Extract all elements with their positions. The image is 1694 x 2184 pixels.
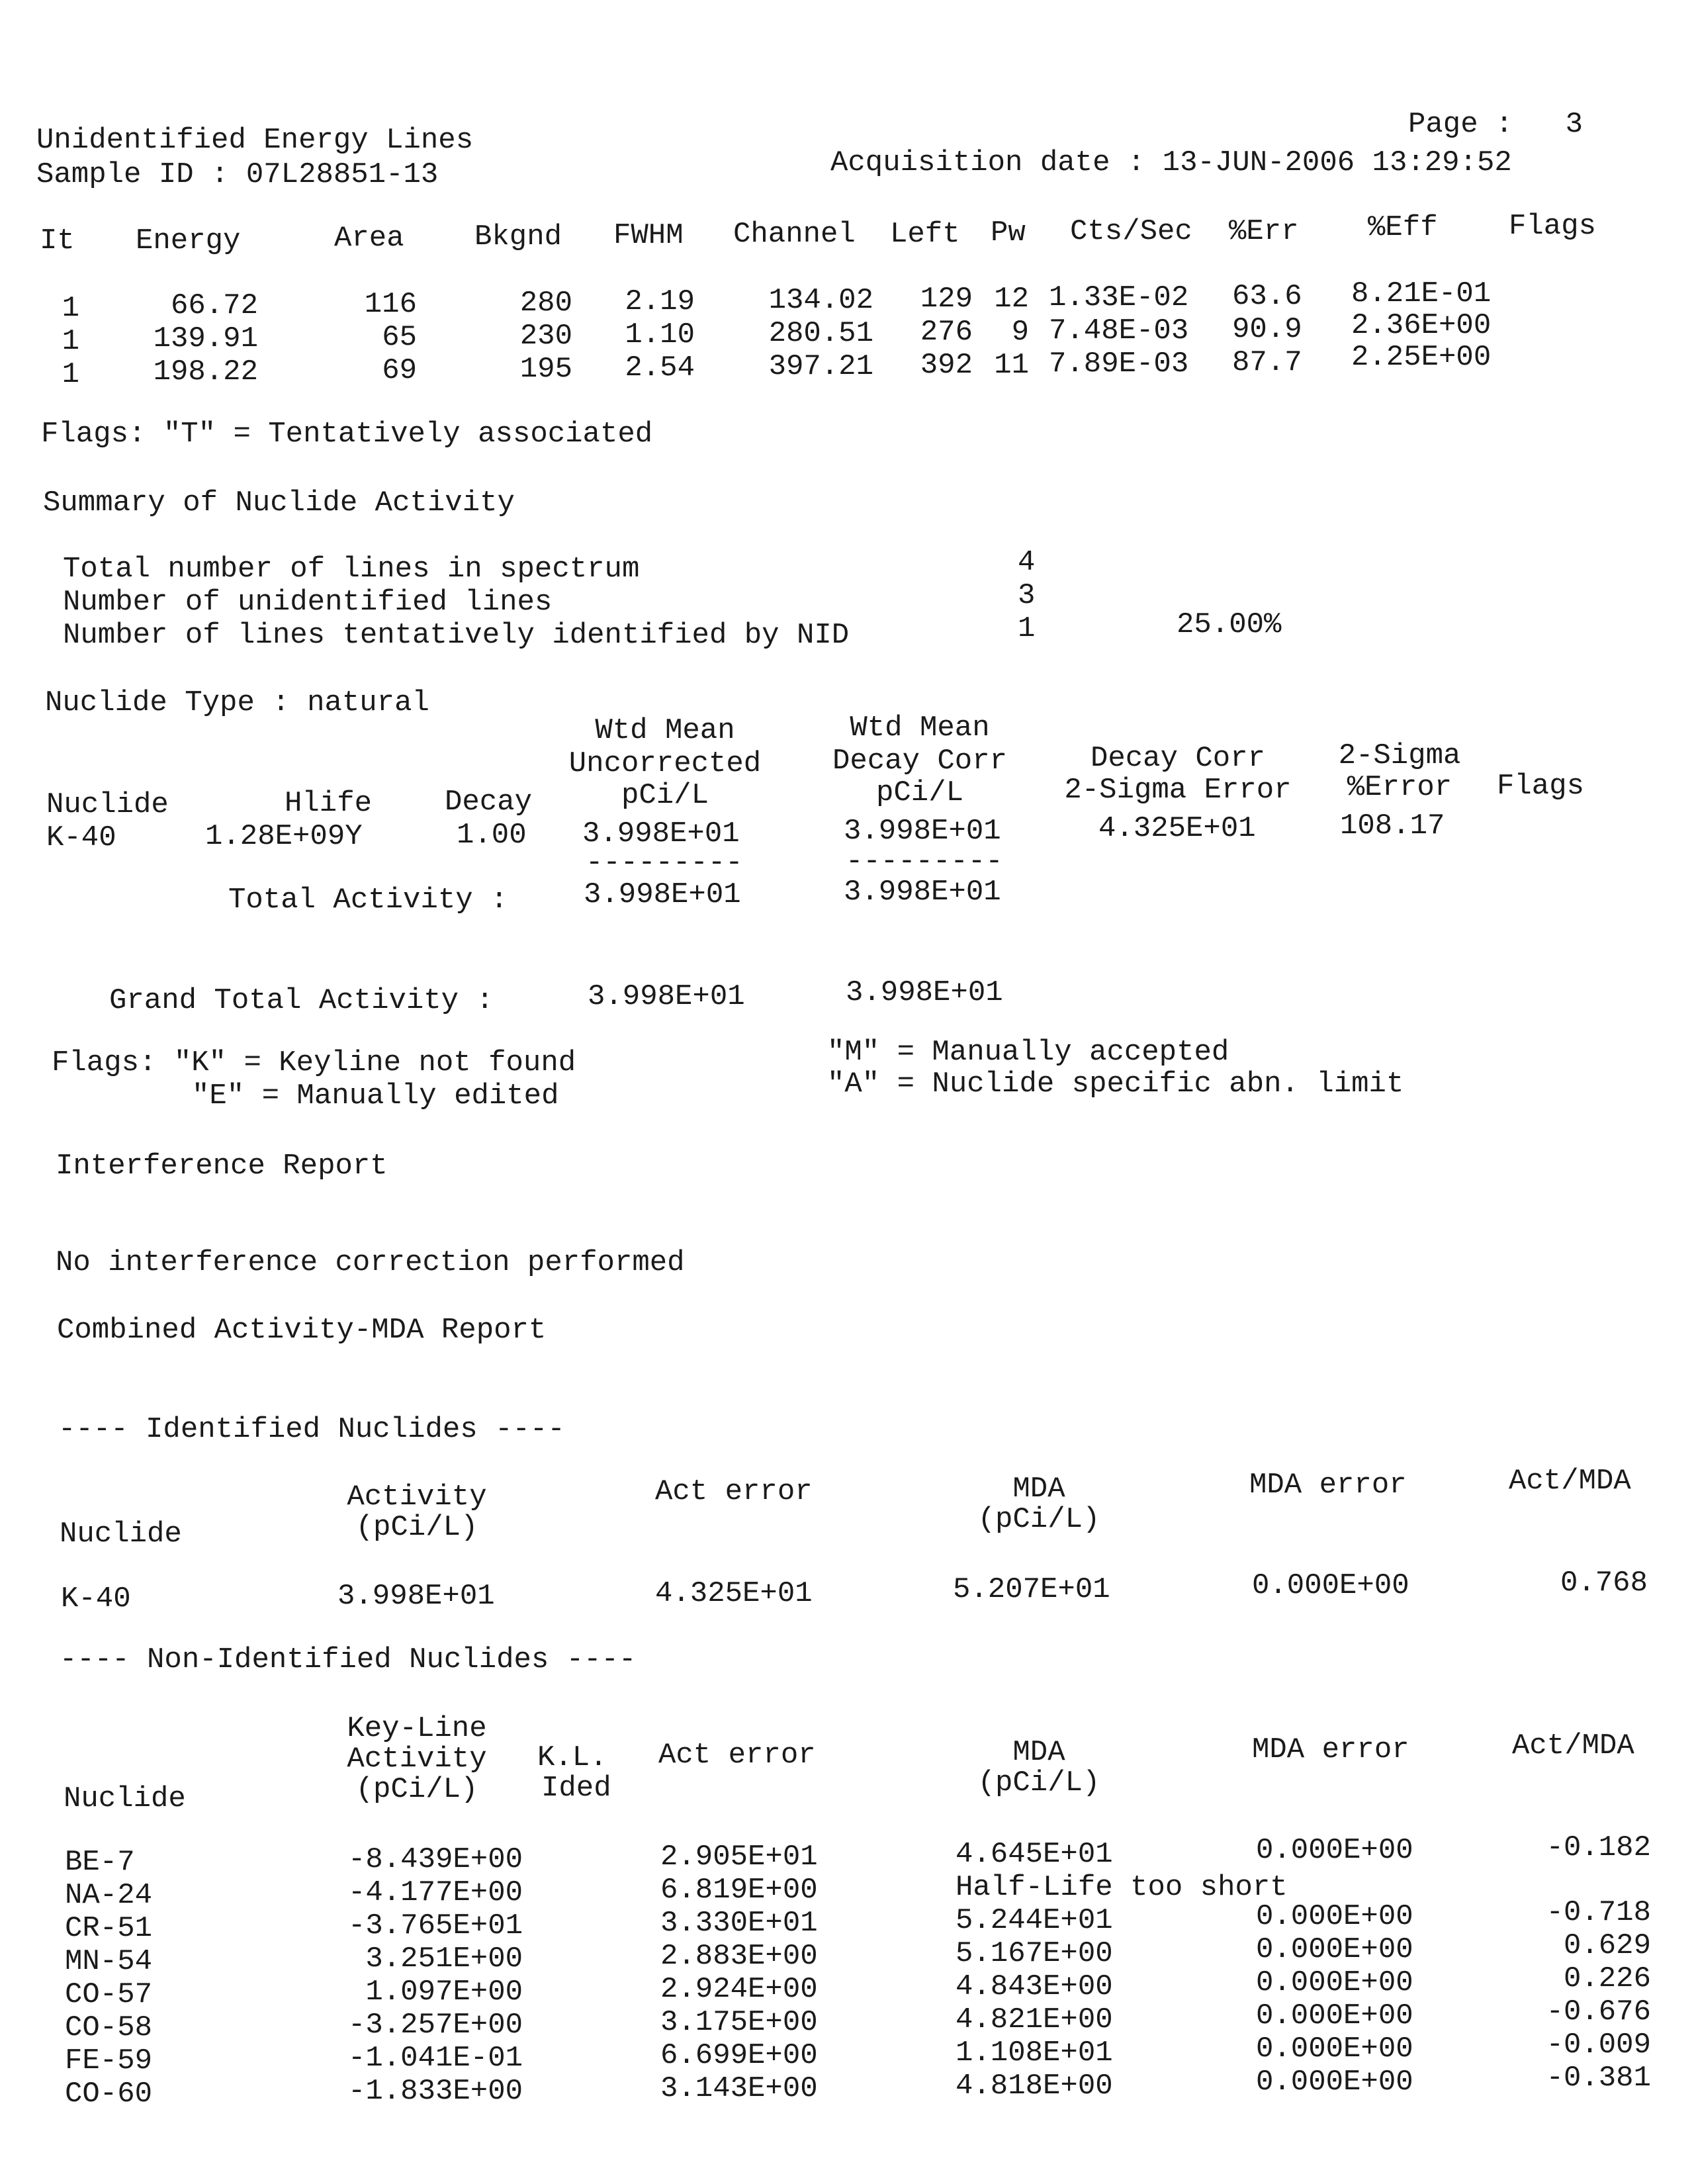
ni-nuclide: CO-60 (65, 2077, 153, 2111)
ni-hdr-kl-1: Key-Line (347, 1712, 487, 1745)
ni-mda: Half-Life too short (956, 1871, 1288, 1904)
cell-channel: 280.51 (768, 317, 873, 350)
col-flags: Flags (1509, 210, 1597, 243)
nt-uncorr: 3.998E+01 (582, 817, 740, 850)
cell-err: 87.7 (1232, 346, 1302, 379)
cell-pw: 12 (994, 283, 1029, 316)
cell-cts-sec: 1.33E-02 (1049, 281, 1189, 314)
id-hdr-activity-2: (pCi/L) (355, 1511, 478, 1544)
ni-act-error: 3.175E+00 (660, 2006, 818, 2039)
id-hdr-act-mda: Act/MDA (1509, 1465, 1631, 1498)
ni-activity: -1.833E+00 (347, 2075, 523, 2108)
interference-text: No interference correction performed (56, 1246, 685, 1279)
flag-m: "M" = Manually accepted (827, 1036, 1229, 1069)
ni-act-mda: -0.676 (1546, 1995, 1651, 2028)
summary-label-total-lines: Total number of lines in spectrum (63, 553, 640, 586)
ni-hdr-mda-error: MDA error (1252, 1733, 1409, 1766)
ni-act-error: 2.883E+00 (660, 1940, 818, 1973)
cell-left: 276 (920, 316, 973, 349)
col-err: %Err (1229, 215, 1299, 248)
hdr-decay-1: Wtd Mean (850, 711, 990, 745)
ni-nuclide: NA-24 (65, 1879, 153, 1912)
ni-act-mda: -0.718 (1546, 1896, 1651, 1929)
hdr-sig-2: %Error (1347, 771, 1452, 804)
ni-nuclide: CO-58 (65, 2011, 153, 2044)
ni-act-error: 6.699E+00 (660, 2039, 818, 2072)
nt-nuclide: K-40 (46, 821, 116, 854)
id-hdr-activity-1: Activity (347, 1480, 487, 1514)
total-activity-decay: 3.998E+01 (844, 876, 1001, 909)
summary-percent: 25.00% (1177, 608, 1282, 641)
ni-hdr-act-mda: Act/MDA (1512, 1729, 1634, 1762)
ni-act-error: 3.143E+00 (660, 2072, 818, 2105)
summary-label-unidentified: Number of unidentified lines (63, 586, 553, 619)
ni-hdr-mda-2: (pCi/L) (977, 1766, 1100, 1799)
nt-decay-corr: 3.998E+01 (844, 815, 1001, 848)
nt-pct-error: 108.17 (1340, 809, 1445, 842)
cell-area: 69 (382, 354, 417, 387)
ni-hdr-kl-2: Activity (347, 1743, 487, 1776)
total-activity-uncorr: 3.998E+01 (584, 878, 741, 911)
id-nuclide: K-40 (61, 1582, 131, 1615)
ni-act-error: 2.924E+00 (660, 1973, 818, 2006)
cell-pw: 11 (994, 349, 1029, 382)
sample-id: Sample ID : 07L28851-13 (36, 158, 439, 191)
ni-mda-error: 0.000E+00 (1256, 1933, 1413, 1966)
ni-mda: 1.108E+01 (956, 2036, 1113, 2070)
cell-bkgnd: 195 (519, 353, 572, 386)
id-hdr-mda-1: MDA (1012, 1473, 1065, 1506)
cell-it: 1 (62, 358, 79, 391)
grand-total-label: Grand Total Activity : (109, 984, 494, 1017)
page-number: Page : 3 (1408, 108, 1583, 141)
ni-mda-error: 0.000E+00 (1256, 1999, 1413, 2032)
interference-title: Interference Report (56, 1150, 388, 1183)
cell-cts-sec: 7.48E-03 (1049, 314, 1189, 347)
ni-activity: -8.439E+00 (347, 1843, 523, 1876)
cell-bkgnd: 230 (519, 320, 572, 353)
cell-fwhm: 2.19 (625, 285, 695, 318)
cell-eff: 2.25E+00 (1351, 341, 1492, 374)
ni-mda-error: 0.000E+00 (1256, 1966, 1413, 1999)
ni-hdr-kl-3: (pCi/L) (355, 1773, 478, 1806)
ni-act-error: 2.905E+01 (660, 1841, 818, 1874)
acquisition-date: Acquisition date : 13-JUN-2006 13:29:52 (830, 146, 1512, 179)
hdr-uncorr-2: Uncorrected (568, 747, 762, 780)
identified-title: ---- Identified Nuclides ---- (58, 1413, 565, 1446)
cell-cts-sec: 7.89E-03 (1049, 347, 1189, 381)
hdr-sig-1: 2-Sigma (1338, 739, 1461, 772)
id-activity: 3.998E+01 (337, 1580, 495, 1613)
ni-activity: 1.097E+00 (365, 1976, 523, 2009)
ni-mda-error: 0.000E+00 (1256, 2032, 1413, 2066)
ni-mda: 4.821E+00 (956, 2003, 1113, 2036)
ni-act-mda: 0.226 (1563, 1962, 1651, 1995)
col-eff: %Eff (1368, 211, 1438, 244)
ni-act-error: 3.330E+01 (660, 1907, 818, 1940)
ni-hdr-nuclide: Nuclide (64, 1782, 186, 1815)
cell-it: 1 (62, 292, 79, 325)
col-fwhm: FWHM (613, 219, 684, 252)
flag-k: Flags: "K" = Keyline not found (52, 1046, 576, 1079)
report-title: Unidentified Energy Lines (36, 124, 474, 157)
id-hdr-mda-error: MDA error (1249, 1469, 1407, 1502)
ni-nuclide: FE-59 (65, 2044, 153, 2077)
col-left: Left (890, 218, 960, 251)
flag-e: "E" = Manually edited (192, 1079, 559, 1113)
id-hdr-act-error: Act error (655, 1475, 813, 1508)
nt-error: 4.325E+01 (1098, 812, 1256, 845)
summary-label-tentative: Number of lines tentatively identified by NID (63, 619, 850, 652)
cell-bkgnd: 280 (519, 287, 572, 320)
combined-title: Combined Activity-MDA Report (57, 1314, 547, 1347)
summary-value-total-lines: 4 (1018, 546, 1036, 579)
ni-mda: 4.645E+01 (956, 1838, 1113, 1871)
dash-uncorr: --------- (586, 846, 743, 880)
ni-activity: -3.765E+01 (347, 1909, 523, 1942)
summary-value-unidentified: 3 (1018, 579, 1036, 612)
cell-energy: 139.91 (153, 322, 258, 355)
col-bkgnd: Bkgnd (474, 220, 562, 253)
hdr-nuclide: Nuclide (46, 788, 169, 821)
ni-act-mda: -0.381 (1546, 2062, 1651, 2095)
hdr-decay-3: pCi/L (875, 776, 964, 809)
nt-hlife: 1.28E+09Y (205, 820, 363, 853)
id-hdr-mda-2: (pCi/L) (977, 1503, 1100, 1536)
summary-title: Summary of Nuclide Activity (43, 486, 515, 520)
ni-mda-error: 0.000E+00 (1256, 2066, 1413, 2099)
id-hdr-nuclide: Nuclide (60, 1518, 182, 1551)
ni-activity: -3.257E+00 (347, 2009, 523, 2042)
ni-nuclide: CR-51 (65, 1912, 153, 1945)
cell-eff: 2.36E+00 (1351, 309, 1492, 342)
ni-act-mda: 0.629 (1563, 1929, 1651, 1962)
ni-hdr-act-error: Act error (658, 1739, 816, 1772)
hdr-hlife: Hlife (285, 787, 373, 820)
hdr-err-1: Decay Corr (1090, 742, 1266, 775)
ni-act-error: 6.819E+00 (660, 1874, 818, 1907)
cell-left: 392 (920, 349, 973, 382)
ni-mda: 4.818E+00 (956, 2070, 1113, 2103)
col-area: Area (334, 222, 404, 255)
cell-energy: 66.72 (170, 289, 258, 322)
summary-value-tentative: 1 (1018, 612, 1036, 645)
ni-mda: 5.167E+00 (956, 1937, 1113, 1970)
id-act-mda: 0.768 (1560, 1567, 1648, 1600)
col-cts-sec: Cts/Sec (1070, 215, 1192, 248)
cell-area: 116 (364, 288, 417, 321)
col-energy: Energy (136, 224, 241, 257)
cell-energy: 198.22 (153, 355, 258, 388)
grand-total-uncorr: 3.998E+01 (588, 980, 745, 1013)
ni-nuclide: BE-7 (65, 1846, 135, 1879)
cell-err: 90.9 (1232, 313, 1302, 346)
hdr-decay: Decay (445, 786, 533, 819)
cell-channel: 134.02 (768, 284, 873, 317)
cell-fwhm: 2.54 (625, 351, 695, 385)
cell-area: 65 (382, 321, 417, 354)
col-it: It (40, 224, 75, 257)
ni-nuclide: MN-54 (65, 1945, 153, 1978)
hdr-decay-2: Decay Corr (832, 745, 1008, 778)
id-act-error: 4.325E+01 (655, 1577, 813, 1610)
ni-mda-error: 0.000E+00 (1256, 1900, 1413, 1933)
ni-act-mda: -0.182 (1546, 1831, 1651, 1864)
ni-act-mda: -0.009 (1546, 2028, 1651, 2062)
ni-mda: 5.244E+01 (956, 1904, 1113, 1937)
ni-mda-error: 0.000E+00 (1256, 1834, 1413, 1867)
hdr-uncorr-3: pCi/L (621, 779, 709, 812)
col-channel: Channel (733, 218, 856, 251)
flags-tentative-legend: Flags: "T" = Tentatively associated (41, 418, 653, 451)
flag-a: "A" = Nuclide specific abn. limit (827, 1068, 1404, 1101)
cell-it: 1 (62, 325, 79, 358)
nuclide-type-title: Nuclide Type : natural (45, 686, 429, 719)
total-activity-label: Total Activity : (228, 884, 508, 917)
ni-activity: -4.177E+00 (347, 1876, 523, 1909)
ni-hdr-mda-1: MDA (1012, 1736, 1065, 1769)
id-mda-error: 0.000E+00 (1252, 1569, 1409, 1602)
non-identified-title: ---- Non-Identified Nuclides ---- (60, 1643, 637, 1676)
ni-hdr-kli-2: Ided (541, 1772, 611, 1805)
cell-channel: 397.21 (768, 350, 873, 383)
dash-decay: --------- (846, 845, 1003, 878)
nt-decay: 1.00 (457, 819, 527, 852)
hdr-flags: Flags (1497, 770, 1585, 803)
col-pw: Pw (991, 216, 1026, 250)
cell-eff: 8.21E-01 (1351, 277, 1492, 310)
id-mda: 5.207E+01 (953, 1573, 1110, 1606)
cell-fwhm: 1.10 (625, 318, 695, 351)
ni-activity: 3.251E+00 (365, 1942, 523, 1976)
hdr-err-2: 2-Sigma Error (1064, 774, 1292, 807)
grand-total-decay: 3.998E+01 (846, 976, 1003, 1009)
hdr-uncorr-1: Wtd Mean (595, 714, 735, 747)
cell-left: 129 (920, 283, 973, 316)
ni-hdr-kli-1: K.L. (537, 1741, 607, 1774)
ni-mda: 4.843E+00 (956, 1970, 1113, 2003)
cell-err: 63.6 (1232, 280, 1302, 313)
ni-nuclide: CO-57 (65, 1978, 153, 2011)
cell-pw: 9 (1011, 316, 1029, 349)
ni-activity: -1.041E-01 (347, 2042, 523, 2075)
